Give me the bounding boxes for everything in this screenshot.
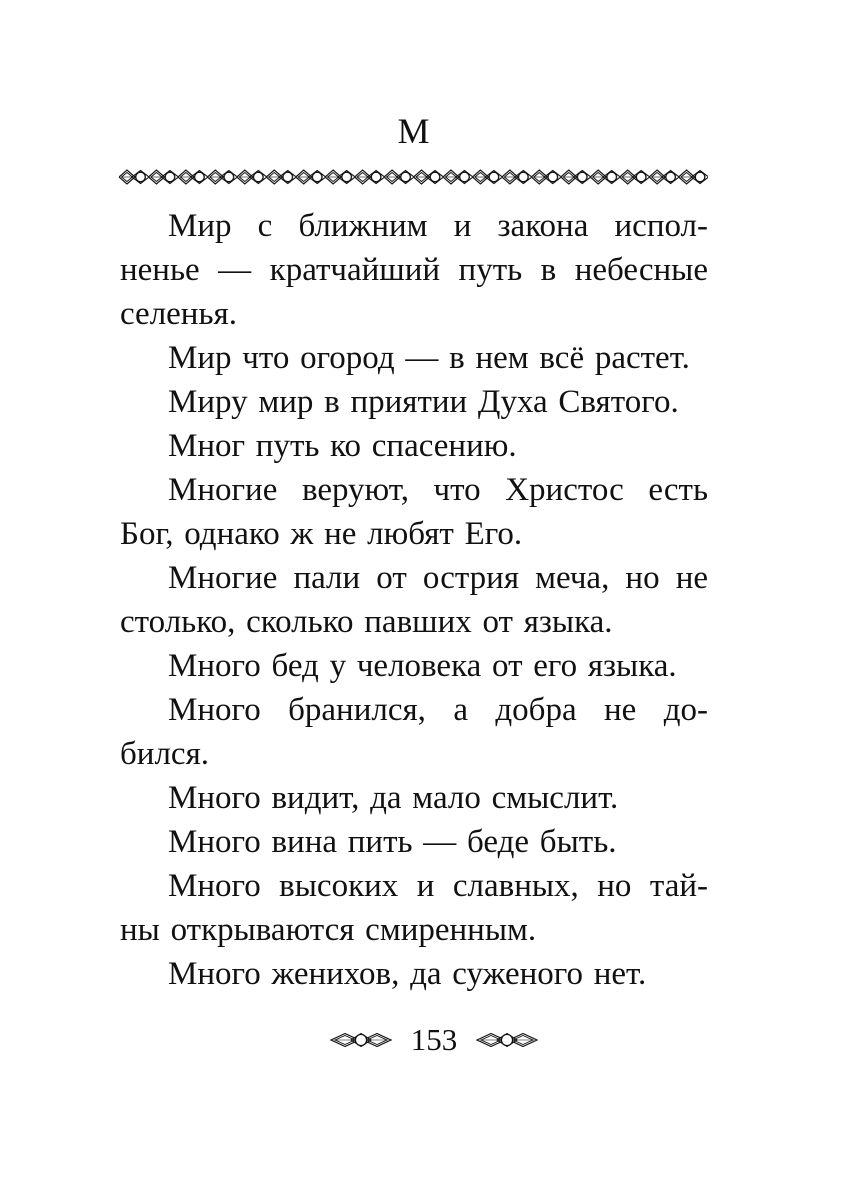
- chain-guilloche-divider-icon: [119, 166, 708, 188]
- page-number: 153: [410, 1022, 458, 1057]
- text-line: Мног путь ко спасению.: [168, 428, 517, 464]
- text-block: [120, 204, 708, 996]
- text-line: Много вина пить — беде быть.: [168, 824, 617, 860]
- chain-link-ornament-left-icon: [329, 1030, 393, 1050]
- text-line: ны открываются смиренным.: [120, 912, 537, 948]
- text-line: Мир что огород — в нем всё растет.: [168, 340, 690, 376]
- chain-link-ornament-right-icon: [475, 1030, 539, 1050]
- section-letter-heading: М: [397, 111, 431, 151]
- text-line: Много бранился, а добра не до-: [168, 692, 708, 728]
- text-line: Много женихов, да суженого нет.: [168, 956, 647, 992]
- text-line: Многие пали от острия меча, но не: [168, 560, 708, 596]
- text-line: Мир с ближним и закона испол-: [168, 208, 708, 244]
- text-line: Многие веруют, что Христос есть: [168, 472, 708, 508]
- text-line: ненье — кратчайший путь в небесные: [120, 252, 708, 288]
- text-line: Миру мир в приятии Духа Святого.: [168, 384, 679, 420]
- text-line: столько, сколько павших от языка.: [120, 604, 613, 640]
- page-footer: [140, 1022, 728, 1058]
- text-line: селенья.: [120, 296, 237, 332]
- text-line: Бог, однако ж не любят Его.: [120, 516, 523, 552]
- text-line: Много видит, да мало смыслит.: [168, 780, 619, 816]
- text-line: Много высоких и славных, но тай-: [168, 868, 708, 904]
- text-line: Много бед у человека от его языка.: [168, 648, 677, 684]
- text-line: бился.: [120, 736, 209, 772]
